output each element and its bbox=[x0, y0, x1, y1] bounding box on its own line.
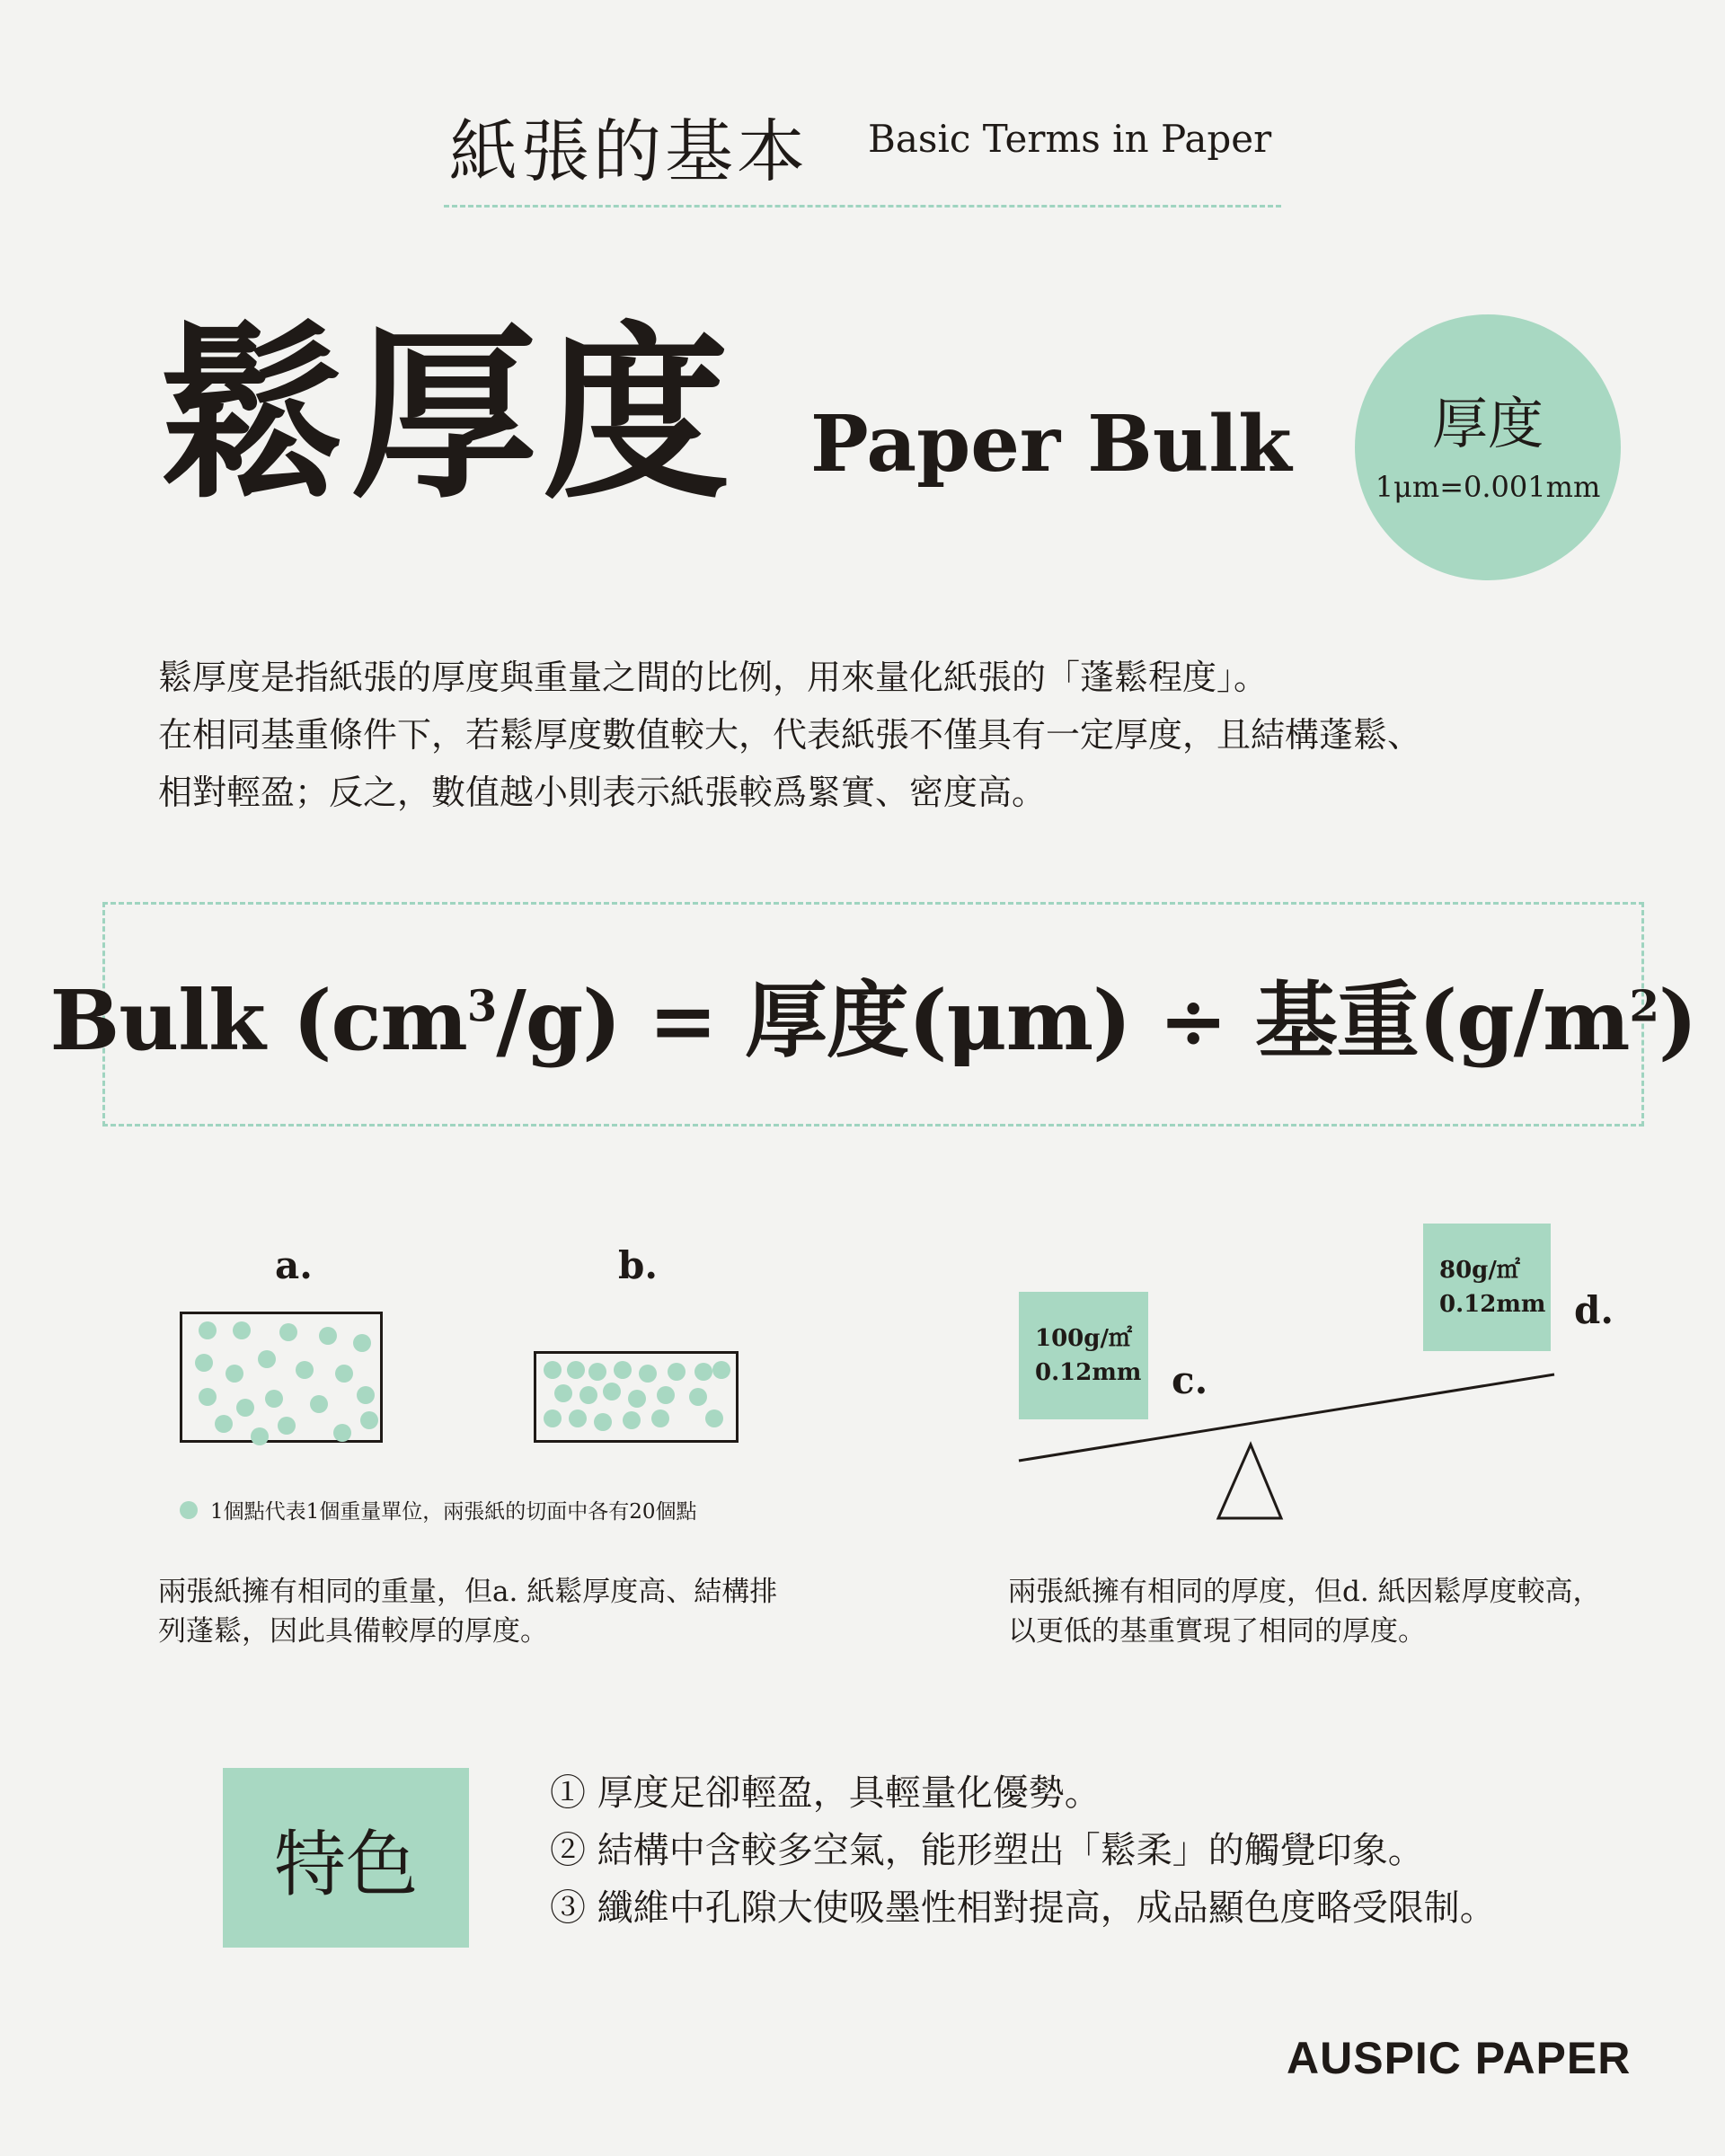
header-divider bbox=[444, 205, 1281, 208]
weight-unit-dot bbox=[233, 1321, 251, 1339]
weight-unit-dot bbox=[567, 1361, 585, 1379]
paper-cross-section-a bbox=[180, 1312, 383, 1443]
series-title-cn: 紙張的基本 bbox=[449, 111, 809, 191]
weight-unit-dot bbox=[569, 1409, 587, 1427]
weight-unit-dot bbox=[579, 1386, 597, 1404]
caption-line: 列蓬鬆，因此具備較厚的厚度。 bbox=[158, 1615, 548, 1648]
weight-unit-dot bbox=[712, 1361, 730, 1379]
thickness-badge bbox=[1355, 314, 1621, 580]
term-title-cn: 鬆厚度 bbox=[158, 305, 735, 525]
weight-unit-dot bbox=[360, 1411, 378, 1429]
label-d: d. bbox=[1574, 1288, 1614, 1332]
weight-unit-dot bbox=[279, 1323, 297, 1341]
weight-unit-dot bbox=[199, 1388, 217, 1406]
weight-unit-dot bbox=[603, 1383, 621, 1401]
intro-line: 鬆厚度是指紙張的厚度與重量之間的比例，用來量化紙張的「蓬鬆程度」。 bbox=[158, 658, 1269, 697]
badge-unit: 1μm=0.001mm bbox=[1375, 470, 1601, 505]
formula-superscript: 3 bbox=[466, 981, 497, 1032]
weight-unit-dot bbox=[199, 1321, 217, 1339]
caption-left bbox=[158, 1572, 777, 1651]
badge-title: 厚度 bbox=[1431, 390, 1544, 456]
feature-item: ③ 纖維中孔隙大使吸墨性相對提高，成品顯色度略受限制。 bbox=[550, 1887, 1496, 1929]
intro-line: 相對輕盈；反之，數值越小則表示紙張較爲緊實、密度高。 bbox=[158, 773, 1047, 812]
weight-unit-dot bbox=[544, 1361, 562, 1379]
weight-unit-dot bbox=[651, 1409, 669, 1427]
dot-legend bbox=[180, 1495, 697, 1524]
paper-d-thickness: 0.12mm bbox=[1439, 1291, 1546, 1318]
features-list bbox=[550, 1764, 1496, 1937]
weight-unit-dot bbox=[296, 1361, 314, 1379]
series-title-en: Basic Terms in Paper bbox=[868, 117, 1272, 161]
bulk-formula bbox=[50, 955, 1697, 1074]
weight-unit-dot bbox=[554, 1384, 572, 1402]
caption-line: 以更低的基重實現了相同的厚度。 bbox=[1008, 1615, 1426, 1648]
weight-unit-dot bbox=[265, 1390, 283, 1408]
formula-part: ) bbox=[1658, 972, 1697, 1069]
weight-unit-dot bbox=[226, 1365, 243, 1383]
term-title-en: Paper Bulk bbox=[810, 399, 1292, 490]
brand-logo: AUSPIC PAPER bbox=[1287, 2033, 1632, 2083]
weight-unit-dot bbox=[623, 1411, 641, 1429]
weight-unit-dot bbox=[258, 1350, 276, 1368]
weight-unit-dot bbox=[689, 1388, 707, 1406]
weight-unit-dot bbox=[335, 1365, 353, 1383]
weight-unit-dot bbox=[357, 1386, 375, 1404]
weight-unit-dot bbox=[588, 1363, 606, 1381]
paper-d-weight: 80g/㎡ bbox=[1439, 1257, 1520, 1284]
formula-part: /g) = 厚度(μm) ÷ 基重(g/m bbox=[496, 972, 1630, 1069]
weight-unit-dot bbox=[278, 1417, 296, 1435]
label-b: b. bbox=[618, 1243, 658, 1287]
weight-unit-dot bbox=[668, 1363, 686, 1381]
caption-line: 兩張紙擁有相同的重量，但a. 紙鬆厚度高、結構排 bbox=[158, 1576, 778, 1608]
weight-unit-dot bbox=[614, 1361, 632, 1379]
weight-unit-dot bbox=[251, 1427, 269, 1445]
features-label: 特色 bbox=[223, 1768, 469, 1948]
weight-unit-dot bbox=[628, 1390, 646, 1408]
legend-dot-icon bbox=[180, 1501, 198, 1519]
weight-unit-dot bbox=[319, 1327, 337, 1345]
feature-item: ② 結構中含較多空氣，能形塑出「鬆柔」的觸覺印象。 bbox=[550, 1830, 1424, 1871]
weight-unit-dot bbox=[236, 1399, 254, 1417]
intro-line: 在相同基重條件下，若鬆厚度數值較大，代表紙張不僅具有一定厚度，且結構蓬鬆、 bbox=[158, 715, 1422, 755]
feature-item: ① 厚度足卻輕盈，具輕量化優勢。 bbox=[550, 1772, 1101, 1814]
fulcrum-triangle-icon bbox=[1218, 1445, 1281, 1518]
paper-block-c bbox=[1019, 1292, 1148, 1419]
paper-c-thickness: 0.12mm bbox=[1035, 1359, 1142, 1386]
caption-line: 兩張紙擁有相同的厚度，但d. 紙因鬆厚度較高， bbox=[1008, 1576, 1601, 1608]
weight-unit-dot bbox=[694, 1363, 712, 1381]
legend-text: 1個點代表1個重量單位，兩張紙的切面中各有20個點 bbox=[210, 1500, 697, 1524]
weight-unit-dot bbox=[705, 1409, 723, 1427]
weight-unit-dot bbox=[195, 1354, 213, 1372]
paper-c-weight: 100g/㎡ bbox=[1035, 1325, 1132, 1352]
weight-unit-dot bbox=[215, 1415, 233, 1433]
label-c: c. bbox=[1172, 1358, 1208, 1402]
caption-right bbox=[1008, 1572, 1601, 1651]
formula-box bbox=[49, 902, 1697, 1127]
paper-cross-section-b bbox=[534, 1351, 739, 1443]
weight-unit-dot bbox=[353, 1334, 371, 1352]
weight-unit-dot bbox=[310, 1395, 328, 1413]
paper-block-d bbox=[1423, 1224, 1551, 1351]
formula-part: Bulk (cm bbox=[49, 972, 467, 1069]
weight-unit-dot bbox=[544, 1409, 562, 1427]
weight-unit-dot bbox=[639, 1365, 657, 1383]
formula-superscript: 2 bbox=[1629, 981, 1659, 1032]
weight-unit-dot bbox=[333, 1424, 351, 1442]
label-a: a. bbox=[275, 1243, 313, 1287]
weight-unit-dot bbox=[657, 1386, 675, 1404]
weight-unit-dot bbox=[594, 1413, 612, 1431]
intro-paragraph bbox=[158, 649, 1596, 821]
